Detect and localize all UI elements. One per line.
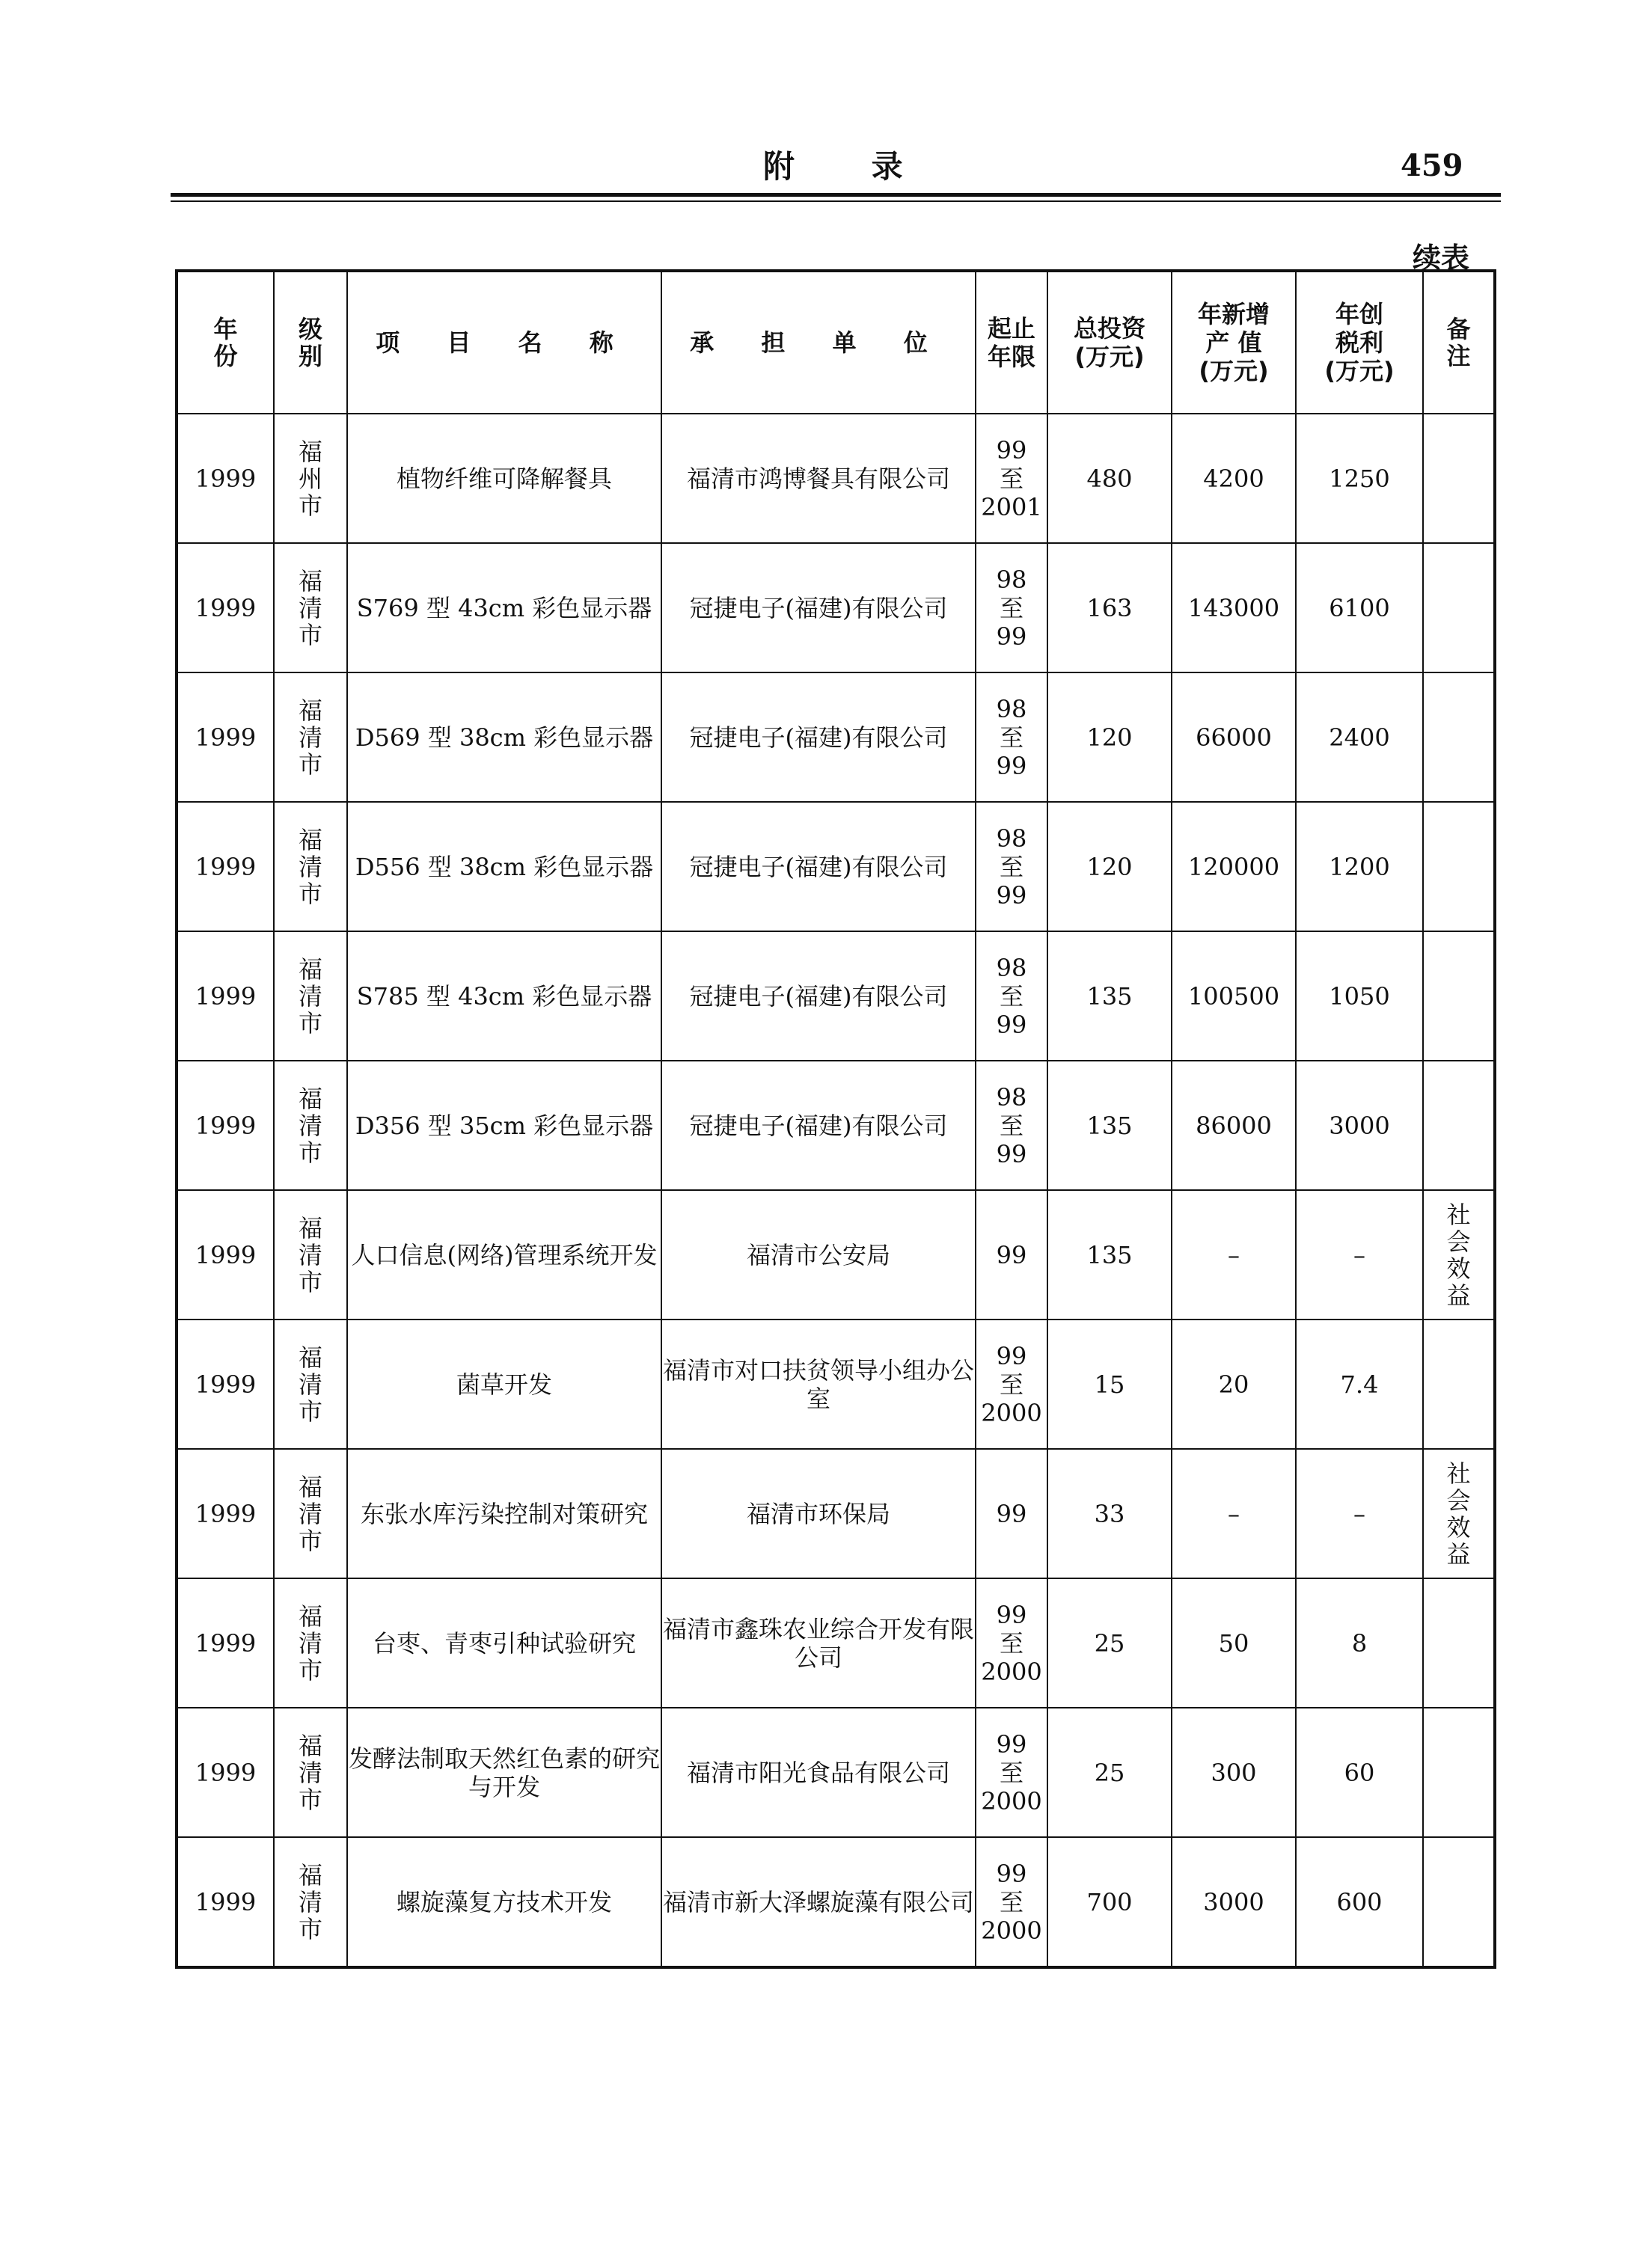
cell-level: 福清市 <box>274 1837 347 1967</box>
table-row <box>177 543 1495 672</box>
cell-unit: 福清市对口扶贫领导小组办公室 <box>661 1320 976 1449</box>
range-line: 至 <box>999 1370 1023 1399</box>
cell-range <box>976 1708 1047 1837</box>
range-line: 至 <box>999 593 1023 622</box>
cell-investment: 480 <box>1047 414 1172 543</box>
cell-level: 福清市 <box>274 1449 347 1578</box>
cell-unit: 冠捷电子(福建)有限公司 <box>661 931 976 1061</box>
cell-tax: 3000 <box>1296 1061 1423 1190</box>
cell-range <box>976 1578 1047 1708</box>
cell-note <box>1423 672 1495 802</box>
column-header-output: 年新增 产 值 (万元) <box>1172 271 1296 414</box>
column-header-range: 起止 年限 <box>976 271 1047 414</box>
range-line: 98 <box>996 953 1027 982</box>
range-line: 99 <box>996 1240 1027 1269</box>
cell-project: D569 型 38cm 彩色显示器 <box>347 672 661 802</box>
cell-output: – <box>1172 1190 1296 1320</box>
cell-level: 福州市 <box>274 414 347 543</box>
cell-investment: 135 <box>1047 1190 1172 1320</box>
range-line: 99 <box>996 1499 1027 1528</box>
range-line: 至 <box>999 1758 1023 1787</box>
cell-investment: 700 <box>1047 1837 1172 1967</box>
cell-year: 1999 <box>177 1837 274 1967</box>
cell-range <box>976 1320 1047 1449</box>
range-line: 99 <box>996 435 1027 465</box>
range-line: 99 <box>996 1729 1027 1759</box>
cell-year: 1999 <box>177 414 274 543</box>
range-line: 至 <box>999 1111 1023 1140</box>
cell-note <box>1423 1061 1495 1190</box>
table-row <box>177 414 1495 543</box>
cell-note: 社会效益 <box>1423 1449 1495 1578</box>
cell-unit: 福清市公安局 <box>661 1190 976 1320</box>
cell-level: 福清市 <box>274 1190 347 1320</box>
cell-unit: 冠捷电子(福建)有限公司 <box>661 543 976 672</box>
table-row <box>177 1190 1495 1320</box>
range-line: 99 <box>996 1859 1027 1888</box>
cell-range <box>976 672 1047 802</box>
range-line: 99 <box>996 622 1027 651</box>
table-row <box>177 802 1495 931</box>
cell-project: D556 型 38cm 彩色显示器 <box>347 802 661 931</box>
cell-tax: 1050 <box>1296 931 1423 1061</box>
cell-range <box>976 802 1047 931</box>
range-line: 2001 <box>981 492 1042 521</box>
cell-output: 4200 <box>1172 414 1296 543</box>
table-row <box>177 1578 1495 1708</box>
cell-year: 1999 <box>177 672 274 802</box>
cell-unit: 福清市阳光食品有限公司 <box>661 1708 976 1837</box>
cell-project: 台枣、青枣引种试验研究 <box>347 1578 661 1708</box>
cell-tax: 600 <box>1296 1837 1423 1967</box>
range-line: 98 <box>996 824 1027 853</box>
range-line: 至 <box>999 723 1023 752</box>
table-body <box>177 414 1495 1967</box>
range-line: 99 <box>996 1600 1027 1629</box>
cell-investment: 25 <box>1047 1578 1172 1708</box>
cell-unit: 福清市环保局 <box>661 1449 976 1578</box>
cell-output: 100500 <box>1172 931 1296 1061</box>
cell-project: S785 型 43cm 彩色显示器 <box>347 931 661 1061</box>
cell-note <box>1423 1320 1495 1449</box>
cell-level: 福清市 <box>274 543 347 672</box>
range-line: 至 <box>999 464 1023 493</box>
header-rule-thin <box>171 200 1501 202</box>
table-continued-label: 续表 <box>1413 241 1470 275</box>
cell-range <box>976 414 1047 543</box>
cell-output: 86000 <box>1172 1061 1296 1190</box>
cell-year: 1999 <box>177 1578 274 1708</box>
cell-level: 福清市 <box>274 1578 347 1708</box>
column-header-year: 年份 <box>177 271 274 414</box>
table-row <box>177 1837 1495 1967</box>
cell-unit: 福清市鑫珠农业综合开发有限公司 <box>661 1578 976 1708</box>
cell-unit: 福清市鸿博餐具有限公司 <box>661 414 976 543</box>
cell-output: 300 <box>1172 1708 1296 1837</box>
cell-output: 66000 <box>1172 672 1296 802</box>
cell-project: 螺旋藻复方技术开发 <box>347 1837 661 1967</box>
cell-year: 1999 <box>177 1061 274 1190</box>
cell-project: D356 型 35cm 彩色显示器 <box>347 1061 661 1190</box>
cell-range <box>976 1837 1047 1967</box>
cell-tax: – <box>1296 1449 1423 1578</box>
cell-level: 福清市 <box>274 931 347 1061</box>
cell-tax: 7.4 <box>1296 1320 1423 1449</box>
cell-range <box>976 1190 1047 1320</box>
cell-output: 143000 <box>1172 543 1296 672</box>
cell-unit: 福清市新大泽螺旋藻有限公司 <box>661 1837 976 1967</box>
cell-note <box>1423 1708 1495 1837</box>
range-line: 98 <box>996 694 1027 723</box>
range-line: 至 <box>999 1887 1023 1916</box>
cell-year: 1999 <box>177 543 274 672</box>
table-row <box>177 1061 1495 1190</box>
cell-unit: 冠捷电子(福建)有限公司 <box>661 802 976 931</box>
cell-project: 菌草开发 <box>347 1320 661 1449</box>
cell-tax: 60 <box>1296 1708 1423 1837</box>
table-row <box>177 1449 1495 1578</box>
cell-year: 1999 <box>177 931 274 1061</box>
cell-project: S769 型 43cm 彩色显示器 <box>347 543 661 672</box>
cell-note <box>1423 1837 1495 1967</box>
cell-output: 3000 <box>1172 1837 1296 1967</box>
range-line: 2000 <box>981 1657 1042 1686</box>
range-line: 至 <box>999 852 1023 881</box>
cell-tax: – <box>1296 1190 1423 1320</box>
projects-table <box>175 269 1496 1969</box>
range-line: 99 <box>996 880 1027 910</box>
cell-investment: 135 <box>1047 1061 1172 1190</box>
cell-tax: 6100 <box>1296 543 1423 672</box>
cell-investment: 120 <box>1047 802 1172 931</box>
column-header-note: 备注 <box>1423 271 1495 414</box>
cell-note <box>1423 802 1495 931</box>
cell-investment: 120 <box>1047 672 1172 802</box>
cell-range <box>976 1061 1047 1190</box>
cell-project: 人口信息(网络)管理系统开发 <box>347 1190 661 1320</box>
cell-range <box>976 931 1047 1061</box>
cell-investment: 33 <box>1047 1449 1172 1578</box>
cell-note: 社会效益 <box>1423 1190 1495 1320</box>
range-line: 2000 <box>981 1398 1042 1427</box>
page-number: 459 <box>1401 148 1463 183</box>
column-header-tax: 年创 税利 (万元) <box>1296 271 1423 414</box>
cell-year: 1999 <box>177 1449 274 1578</box>
column-header-level: 级别 <box>274 271 347 414</box>
cell-unit: 冠捷电子(福建)有限公司 <box>661 1061 976 1190</box>
table-row <box>177 672 1495 802</box>
range-line: 2000 <box>981 1916 1042 1945</box>
cell-year: 1999 <box>177 802 274 931</box>
range-line: 98 <box>996 1082 1027 1112</box>
cell-note <box>1423 543 1495 672</box>
table-row <box>177 1320 1495 1449</box>
range-line: 99 <box>996 1010 1027 1039</box>
cell-investment: 25 <box>1047 1708 1172 1837</box>
cell-investment: 135 <box>1047 931 1172 1061</box>
column-header-investment: 总投资 (万元) <box>1047 271 1172 414</box>
cell-note <box>1423 931 1495 1061</box>
range-line: 至 <box>999 981 1023 1011</box>
cell-tax: 2400 <box>1296 672 1423 802</box>
cell-tax: 1250 <box>1296 414 1423 543</box>
cell-output: 50 <box>1172 1578 1296 1708</box>
cell-unit: 冠捷电子(福建)有限公司 <box>661 672 976 802</box>
cell-project: 植物纤维可降解餐具 <box>347 414 661 543</box>
cell-tax: 8 <box>1296 1578 1423 1708</box>
cell-project: 发酵法制取天然红色素的研究与开发 <box>347 1708 661 1837</box>
cell-output: 120000 <box>1172 802 1296 931</box>
table-row <box>177 931 1495 1061</box>
cell-output: 20 <box>1172 1320 1296 1449</box>
cell-output: – <box>1172 1449 1296 1578</box>
cell-note <box>1423 414 1495 543</box>
cell-year: 1999 <box>177 1320 274 1449</box>
cell-level: 福清市 <box>274 1708 347 1837</box>
cell-note <box>1423 1578 1495 1708</box>
header-rule-thick <box>171 193 1501 197</box>
table-row <box>177 1708 1495 1837</box>
cell-range <box>976 1449 1047 1578</box>
column-header-unit: 承 担 单 位 <box>661 271 976 414</box>
range-line: 98 <box>996 565 1027 594</box>
cell-range <box>976 543 1047 672</box>
cell-level: 福清市 <box>274 802 347 931</box>
running-header-title: 附 录 <box>763 148 936 185</box>
cell-investment: 15 <box>1047 1320 1172 1449</box>
cell-level: 福清市 <box>274 672 347 802</box>
table-header-row <box>177 271 1495 414</box>
cell-level: 福清市 <box>274 1320 347 1449</box>
cell-project: 东张水库污染控制对策研究 <box>347 1449 661 1578</box>
cell-year: 1999 <box>177 1190 274 1320</box>
range-line: 至 <box>999 1628 1023 1658</box>
column-header-project: 项 目 名 称 <box>347 271 661 414</box>
range-line: 99 <box>996 1341 1027 1370</box>
cell-level: 福清市 <box>274 1061 347 1190</box>
range-line: 99 <box>996 1139 1027 1168</box>
cell-tax: 1200 <box>1296 802 1423 931</box>
range-line: 2000 <box>981 1786 1042 1815</box>
range-line: 99 <box>996 751 1027 780</box>
cell-investment: 163 <box>1047 543 1172 672</box>
cell-year: 1999 <box>177 1708 274 1837</box>
